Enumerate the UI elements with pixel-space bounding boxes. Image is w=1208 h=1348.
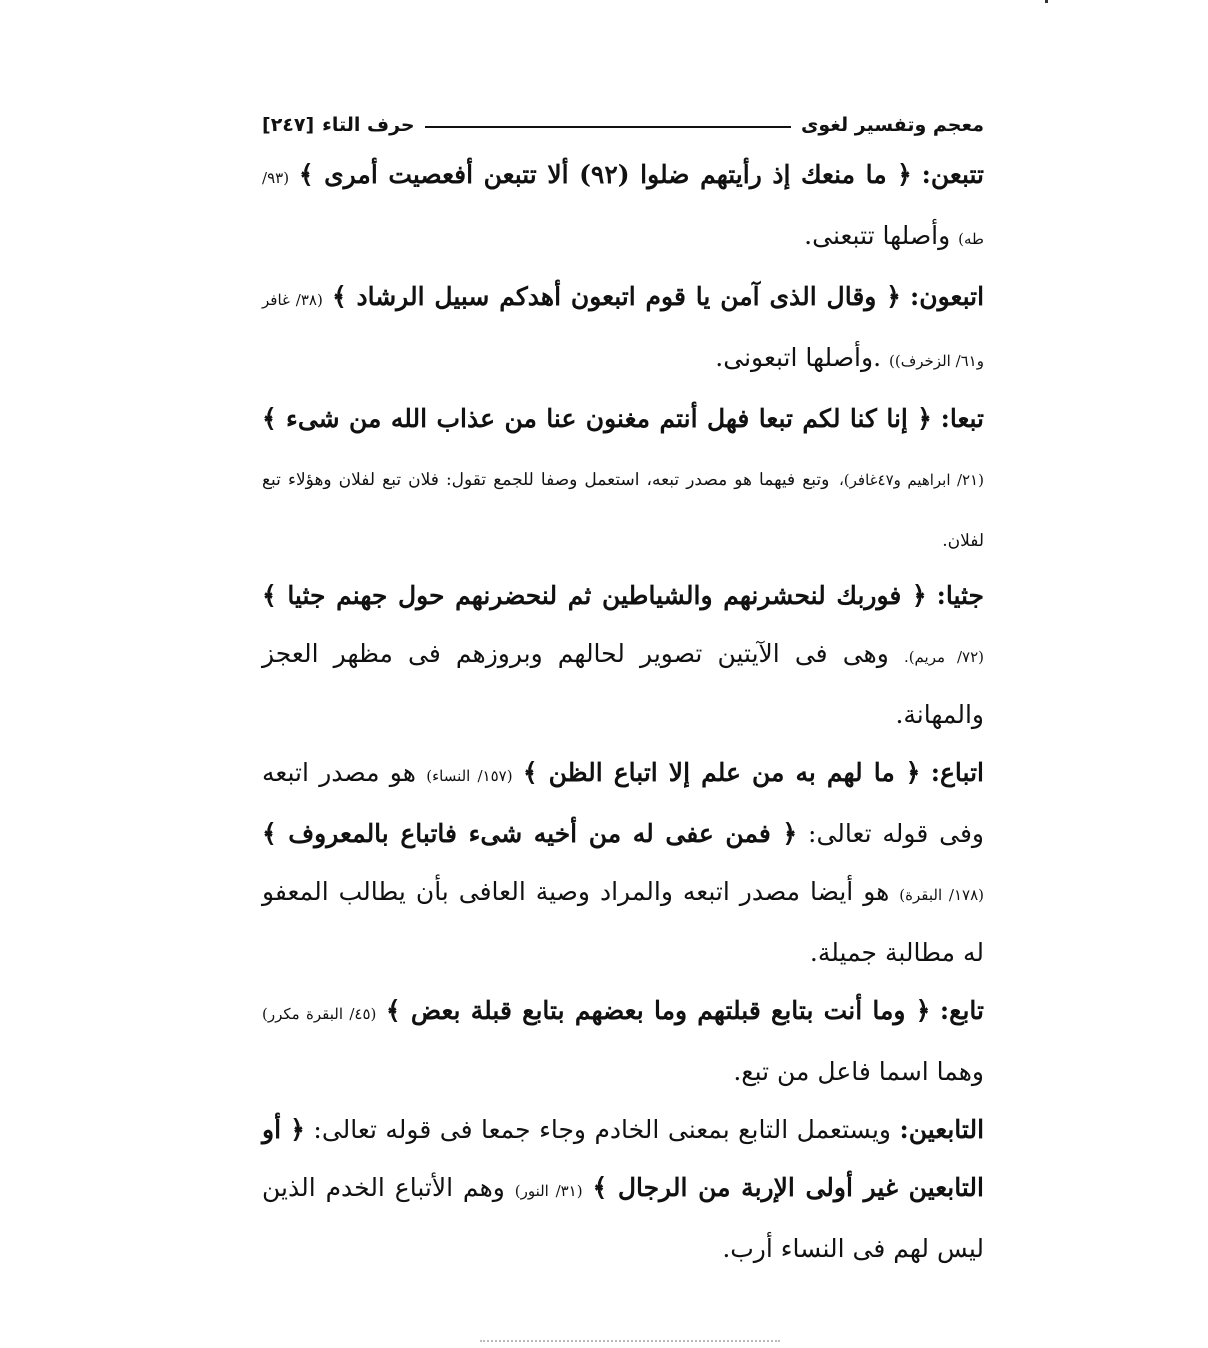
entry-text-second: وهم الأتباع الخدم الذين ليس لهم فى النساء أرب. [262, 1173, 984, 1263]
quran-verse: ﴿ إنا كنا لكم تبعا فهل أنتم مغنون عنا من عذاب الله من شىء ﴾ [262, 404, 932, 433]
quran-verse: ﴿ ما لهم به من علم إلا اتباع الظن ﴾ [522, 758, 921, 787]
verse-reference: (٧٢/ مريم). [903, 648, 984, 666]
entry-text: ويستعمل التابع بمعنى الخادم وجاء جمعا فى قوله تعالى: [313, 1115, 891, 1144]
verse-reference: (٤٥/ البقرة مكرر) [262, 1005, 377, 1023]
entry-tabaan [262, 390, 984, 567]
headword: اتبعون: [910, 282, 985, 311]
entry-jithiyyan [262, 567, 984, 744]
verse-reference: (١٥٧/ النساء) [426, 767, 513, 785]
book-title: معجم وتفسير لغوى [800, 114, 984, 136]
entry-text: وأصلها تتبعنى. [804, 221, 951, 250]
entry-text: وهى فى الآيتين تصوير لحالهم وبروزهم فى مظهر العجز والمهانة. [262, 639, 984, 729]
verse-reference: (٢١/ ابراهيم و٤٧غافر)، [838, 471, 984, 489]
quran-verse: ﴿ فوربك لنحشرنهم والشياطين ثم لنحضرنهم حول جهنم جثيا ﴾ [262, 581, 927, 610]
headword: التابعين: [899, 1115, 985, 1144]
headword: اتباع: [930, 758, 984, 787]
section-title: حرف التاء [322, 114, 415, 136]
quran-verse: ﴿ ما منعك إذ رأيتهم ضلوا (٩٢) ألا تتبعن أفعصيت أمرى ﴾ [298, 160, 912, 189]
verse-reference: (٣٨/ غافر و٦١/ الزخرف)) [262, 291, 984, 370]
entry-attabiin [262, 1101, 984, 1278]
headword: تتبعن: [921, 160, 985, 189]
headword: جثيا: [936, 581, 984, 610]
scan-artifact [480, 1340, 780, 1348]
page-number: [٢٤٧] [262, 114, 315, 136]
headword: تابع: [939, 996, 984, 1025]
entry-ittabiun [262, 268, 984, 390]
entry-tabi [262, 982, 984, 1101]
verse-reference-second: (١٧٨/ البقرة) [899, 886, 984, 904]
page-content [262, 108, 984, 1278]
entry-text: .وأصلها اتبعونى. [715, 343, 882, 372]
entry-text: وتبع فيهما هو مصدر تبعه، استعمل وصفا للجمع تقول: فلان تبع لفلان وهؤلاء تبع لفلان. [262, 470, 984, 551]
verse-reference: (٣١/ النور) [514, 1182, 583, 1200]
running-header [262, 108, 984, 142]
quran-verse: ﴿ أو التابعين غير أولى الإربة من الرجال ﴾ [262, 1115, 984, 1202]
header-rule [425, 126, 791, 128]
entry-tatabiun [262, 146, 984, 268]
verse-reference: (٩٣/ طه) [262, 169, 984, 248]
entry-text: وهما اسما فاعل من تبع. [733, 1057, 984, 1086]
quran-verse: ﴿ وقال الذى آمن يا قوم اتبعون أهدكم سبيل الرشاد ﴾ [331, 282, 901, 311]
entry-text-second: هو أيضا مصدر اتبعه والمراد وصية العافى بأن يطالب المعفو له مطالبة جميلة. [262, 877, 984, 967]
quran-verse-second: ﴿ فمن عفى له من أخيه شىء فاتباع بالمعروف ﴾ [262, 819, 798, 848]
headword: تبعا: [940, 404, 985, 433]
quran-verse: ﴿ وما أنت بتابع قبلتهم وما بعضهم بتابع قبلة بعض ﴾ [385, 996, 931, 1025]
scan-mark [1045, 0, 1048, 3]
entry-text: هو مصدر اتبعه وفى قوله تعالى: [262, 758, 985, 848]
entry-ittibaa [262, 744, 984, 982]
